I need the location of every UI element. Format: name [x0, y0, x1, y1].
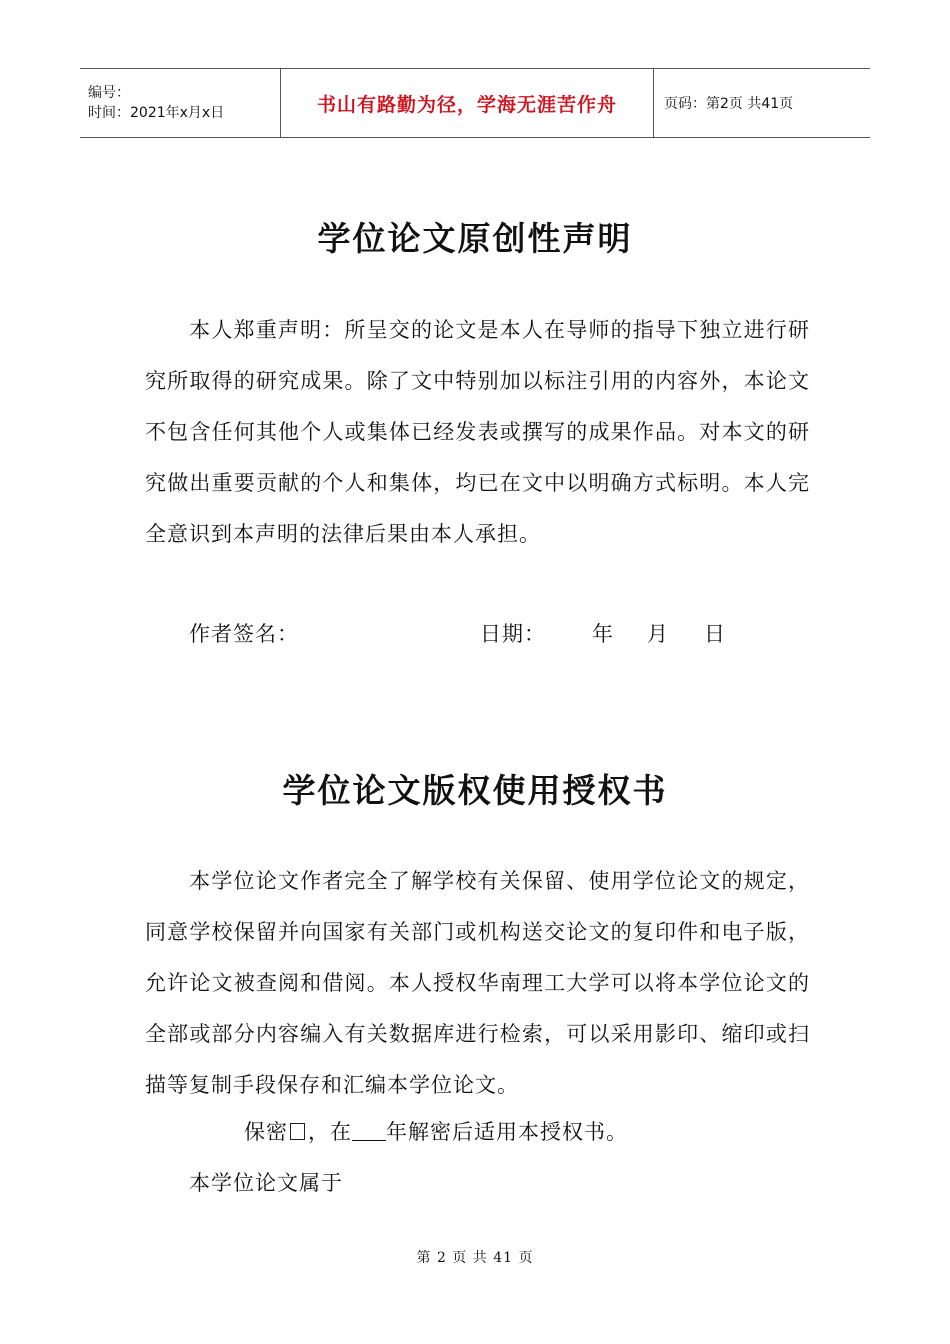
header-meta: [80, 69, 280, 137]
page-header: [80, 68, 870, 138]
motto-text: 书山有路勤为径，学海无涯苦作舟: [316, 93, 617, 116]
secret-row: [244, 1116, 628, 1146]
authorization-body: [145, 856, 810, 1111]
authorization-title: 学位论文版权使用授权书: [282, 771, 668, 810]
header-motto-cell: [280, 69, 654, 137]
secret-years-blank[interactable]: [352, 1122, 386, 1141]
authorization-text: 本学位论文作者完全了解学校有关保留、使用学位论文的规定，同意学校保留并向国家有关部门或机构送交论文的复印件和电子版，允许论文被查阅和借阅。本人授权华南理工大学可以将本学位论文的全部或部分内容编入有关数据库进行检索，可以采用影印、缩印或扫描等复制手段保存和汇编本学位论文。: [145, 869, 810, 1097]
declaration-title: 学位论文原创性声明: [317, 219, 633, 258]
month-label: 月: [647, 622, 669, 646]
secret-prefix: 保密: [244, 1120, 288, 1144]
declaration-text: 本人郑重声明：所呈交的论文是本人在导师的指导下独立进行研究所取得的研究成果。除了文中特别加以标注引用的内容外，本论文不包含任何其他个人或集体已经发表或撰写的成果作品。对本文的研究做出重要贡献的个人和集体，均已在文中以明确方式标明。本人完全意识到本声明的法律后果由本人承担。: [145, 318, 810, 546]
day-label: 日: [704, 622, 726, 646]
page-code-text: 页码：第2页 共41页: [664, 96, 794, 112]
page-footer: 第 2 页 共 41 页: [416, 1250, 534, 1266]
date-label: 日期：: [480, 622, 546, 646]
secret-mid: ，在: [308, 1120, 352, 1144]
signature-row: [189, 618, 299, 648]
header-page-code: [654, 69, 870, 137]
date-row: [480, 618, 546, 648]
number-label: 编号：: [88, 85, 130, 101]
year-label: 年: [592, 622, 614, 646]
signature-label: 作者签名：: [189, 622, 299, 646]
belongs-label: 本学位论文属于: [189, 1171, 343, 1195]
secret-suffix: 年解密后适用本授权书。: [386, 1120, 628, 1144]
secret-checkbox[interactable]: [290, 1123, 305, 1140]
declaration-body: [145, 305, 810, 560]
time-label: 时间：2021年x月x日: [88, 105, 225, 121]
